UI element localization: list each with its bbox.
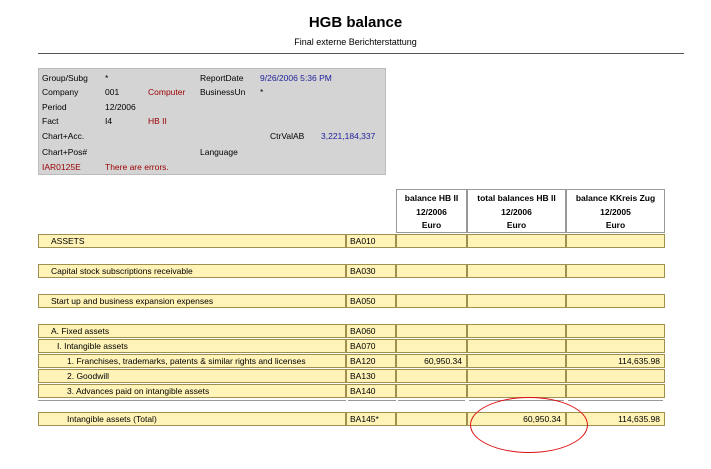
row-value-total bbox=[467, 354, 566, 368]
column-header-line: Euro bbox=[506, 220, 527, 230]
row-value-prior bbox=[566, 339, 665, 353]
row-value-balance bbox=[396, 384, 467, 398]
row-value-balance bbox=[396, 339, 467, 353]
report-header-panel bbox=[38, 68, 386, 175]
row-value-balance bbox=[396, 234, 467, 248]
business-unit-label: BusinessUn bbox=[200, 87, 246, 97]
row-value-prior: 114,635.98 bbox=[566, 412, 665, 426]
row-code: BA060 bbox=[346, 324, 396, 338]
company-name: Computer bbox=[148, 87, 186, 97]
row-code: BA050 bbox=[346, 294, 396, 308]
highlight-ellipse bbox=[470, 397, 588, 453]
row-value-total bbox=[467, 324, 566, 338]
fact-name: HB II bbox=[148, 116, 167, 126]
row-code: BA070 bbox=[346, 339, 396, 353]
row-value-balance bbox=[396, 369, 467, 383]
group-label: Group/Subg bbox=[42, 73, 88, 83]
column-header-line: balance KKreis Zug bbox=[575, 193, 656, 203]
column-header-balance-kkreis-zug bbox=[566, 189, 665, 233]
row-value-prior bbox=[566, 294, 665, 308]
column-header-line: Euro bbox=[421, 220, 442, 230]
row-value-total: 60,950.34 bbox=[467, 412, 566, 426]
ctrval-value: 3,221,184,337 bbox=[321, 131, 376, 141]
row-value-prior bbox=[566, 384, 665, 398]
period-value: 12/2006 bbox=[105, 102, 136, 112]
report-date-label: ReportDate bbox=[200, 73, 244, 83]
fact-label: Fact bbox=[42, 116, 59, 126]
row-label: Start up and business expansion expenses bbox=[38, 294, 346, 308]
row-value-balance bbox=[396, 324, 467, 338]
row-value-balance bbox=[396, 264, 467, 278]
separator-line bbox=[568, 400, 663, 401]
row-value-total bbox=[467, 339, 566, 353]
row-code: BA140 bbox=[346, 384, 396, 398]
error-message: There are errors. bbox=[105, 162, 169, 172]
row-code: BA145* bbox=[346, 412, 396, 426]
chart-pos-label: Chart+Pos# bbox=[42, 147, 88, 157]
row-value-total bbox=[467, 384, 566, 398]
row-value-prior bbox=[566, 234, 665, 248]
report-subtitle: Final externe Berichterstattung bbox=[294, 37, 417, 47]
row-code: BA130 bbox=[346, 369, 396, 383]
separator-line bbox=[348, 400, 396, 401]
row-value-balance: 60,950.34 bbox=[396, 354, 467, 368]
column-header-line: 12/2006 bbox=[416, 206, 447, 217]
company-value: 001 bbox=[105, 87, 120, 97]
row-label: Capital stock subscriptions receivable bbox=[38, 264, 346, 278]
row-label: 1. Franchises, trademarks, patents & similar rights and licenses bbox=[38, 354, 346, 368]
row-value-total bbox=[467, 369, 566, 383]
row-label: 2. Goodwill bbox=[38, 369, 346, 383]
column-header-line: total balances HB II bbox=[477, 193, 556, 203]
fact-value: I4 bbox=[105, 116, 113, 126]
row-label: I. Intangible assets bbox=[38, 339, 346, 353]
column-header-line: 12/2005 bbox=[600, 206, 631, 217]
row-code: BA030 bbox=[346, 264, 396, 278]
error-code: IAR0125E bbox=[42, 162, 81, 172]
column-header-total-balances-hb2 bbox=[467, 189, 566, 233]
column-header-balance-hb2 bbox=[396, 189, 467, 233]
row-label: Intangible assets (Total) bbox=[38, 412, 346, 426]
group-value: * bbox=[105, 73, 109, 83]
row-value-prior bbox=[566, 264, 665, 278]
row-code: BA010 bbox=[346, 234, 396, 248]
row-code: BA120 bbox=[346, 354, 396, 368]
row-label: A. Fixed assets bbox=[38, 324, 346, 338]
report-title: HGB balance bbox=[308, 14, 403, 31]
row-value-total bbox=[467, 294, 566, 308]
row-label: 3. Advances paid on intangible assets bbox=[38, 384, 346, 398]
row-value-prior: 114,635.98 bbox=[566, 354, 665, 368]
company-label: Company bbox=[42, 87, 79, 97]
row-value-balance bbox=[396, 412, 467, 426]
column-header-line: balance HB II bbox=[404, 193, 459, 203]
business-unit-value: * bbox=[260, 87, 264, 97]
period-label: Period bbox=[42, 102, 67, 112]
column-header-line: Euro bbox=[605, 220, 626, 230]
column-header-line: 12/2006 bbox=[501, 206, 532, 217]
title-divider bbox=[38, 53, 684, 54]
language-label: Language bbox=[200, 147, 238, 157]
row-label: ASSETS bbox=[38, 234, 346, 248]
row-value-prior bbox=[566, 324, 665, 338]
row-value-prior bbox=[566, 369, 665, 383]
row-value-total bbox=[467, 264, 566, 278]
ctrval-label: CtrValAB bbox=[270, 131, 305, 141]
chart-acc-label: Chart+Acc. bbox=[42, 131, 85, 141]
separator-line bbox=[398, 400, 465, 401]
row-value-balance bbox=[396, 294, 467, 308]
row-value-total bbox=[467, 234, 566, 248]
report-date-value: 9/26/2006 5:36 PM bbox=[260, 73, 332, 83]
separator-line bbox=[38, 400, 346, 401]
